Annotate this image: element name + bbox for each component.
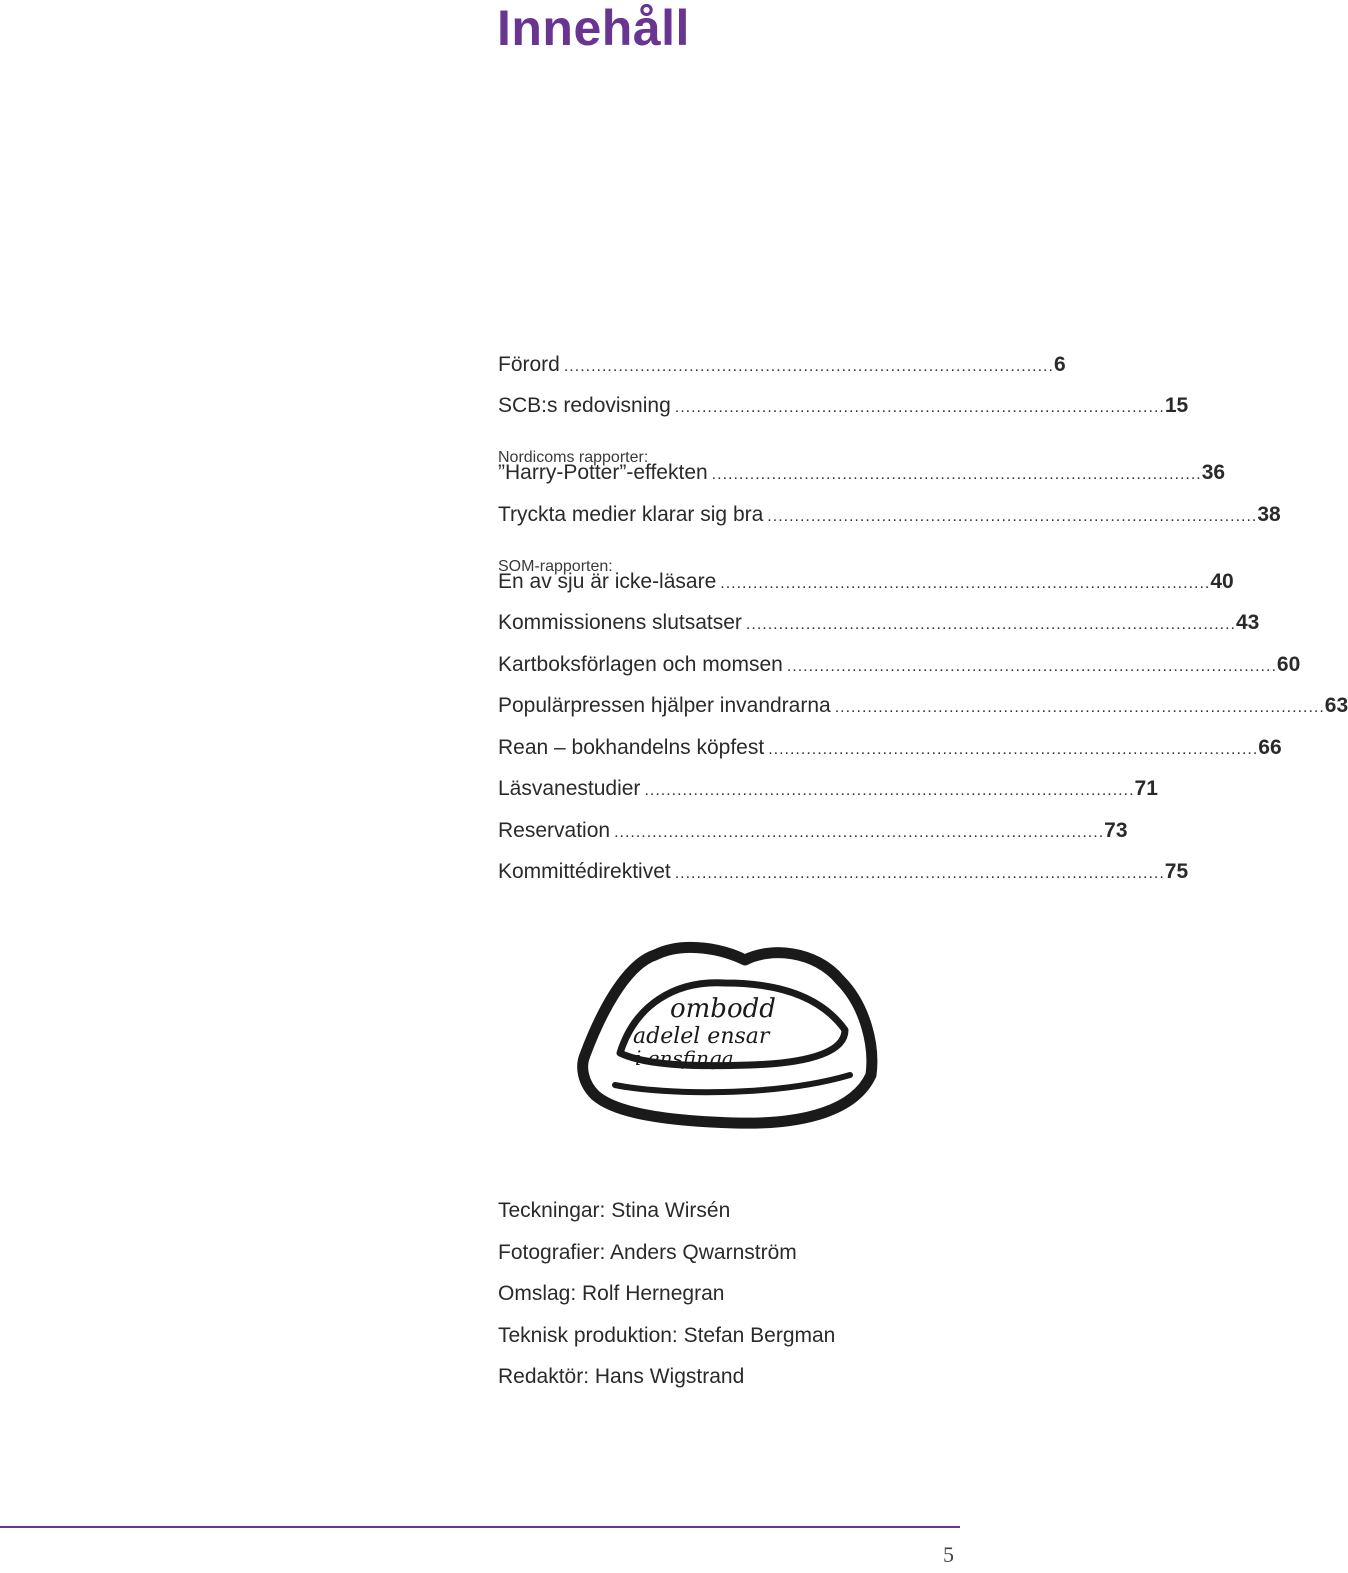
- credit-line: Omslag: Rolf Hernegran: [498, 1282, 725, 1306]
- credit-line: Fotografier: Anders Qwarnström: [498, 1240, 797, 1264]
- toc-entry-label: En av sju är icke-läsare: [498, 569, 717, 593]
- toc-entry[interactable]: [498, 727, 1282, 769]
- toc-entry-page: 36: [1201, 461, 1226, 484]
- leader-dots: ..........................................................................................: [614, 823, 1105, 841]
- toc-entry-label: Förord: [498, 352, 560, 376]
- toc-entry-page: 40: [1210, 569, 1234, 593]
- page-title: Innehåll: [497, 0, 690, 56]
- drawing-handwriting-line: i ensfinga: [635, 1046, 734, 1070]
- toc-entry[interactable]: [498, 810, 1128, 852]
- leader-dots: ..........................................................................................: [644, 782, 1135, 799]
- table-of-contents: [498, 344, 1348, 893]
- toc-entry-page: 6: [1053, 352, 1066, 376]
- toc-entry-page: 38: [1257, 502, 1281, 526]
- toc-entry-page: 43: [1236, 611, 1260, 634]
- leader-dots: ..........................................................................................: [720, 574, 1211, 592]
- toc-entry-label: Populärpressen hjälper invandrarna: [498, 694, 831, 717]
- toc-entry[interactable]: [498, 427, 1226, 494]
- credit-line: Teckningar: Stina Wirsén: [498, 1199, 731, 1222]
- credits-list: [498, 1190, 835, 1398]
- leader-dots: ..........................................................................................: [767, 507, 1258, 525]
- leader-dots: ..........................................................................................: [711, 466, 1202, 483]
- toc-entry[interactable]: [498, 603, 1260, 645]
- toc-entry-page: 75: [1164, 860, 1189, 883]
- leader-dots: ..........................................................................................: [674, 399, 1165, 416]
- credit-line: Redaktör: Hans Wigstrand: [498, 1365, 745, 1389]
- toc-entry-label: Kommittédirektivet: [498, 860, 671, 883]
- toc-entry[interactable]: [498, 686, 1348, 728]
- toc-entry-label: Tryckta medier klarar sig bra: [498, 502, 764, 526]
- leader-dots: ..........................................................................................: [768, 740, 1259, 758]
- toc-entry[interactable]: [498, 852, 1189, 894]
- toc-entry-page: 73: [1104, 818, 1128, 842]
- toc-entry-page: 63: [1324, 694, 1348, 717]
- credit-line: Teknisk produktion: Stefan Bergman: [498, 1323, 836, 1347]
- drawing-handwriting-line: ombodd: [670, 994, 776, 1024]
- toc-entry-sublabel: Nordicoms rapporter:: [498, 449, 649, 466]
- mouth-illustration-icon: [575, 935, 880, 1135]
- toc-entry-label: Reservation: [498, 818, 611, 842]
- leader-dots: ..........................................................................................: [786, 657, 1277, 675]
- toc-entry-label: Kartboksförlagen och momsen: [498, 652, 783, 676]
- toc-entry-page: 66: [1258, 735, 1282, 759]
- toc-entry-label: SCB:s redovisning: [498, 394, 671, 417]
- toc-entry[interactable]: [498, 386, 1189, 428]
- leader-dots: ..........................................................................................: [745, 616, 1236, 633]
- toc-entry[interactable]: [498, 536, 1234, 603]
- toc-entry[interactable]: [498, 769, 1158, 811]
- toc-entry[interactable]: [498, 644, 1301, 686]
- toc-entry-label: ”Harry-Potter”-effekten: [498, 461, 708, 484]
- toc-entry-page: 71: [1134, 777, 1158, 800]
- toc-entry-page: 15: [1164, 394, 1189, 417]
- toc-entry[interactable]: [498, 344, 1066, 386]
- toc-entry[interactable]: [498, 494, 1281, 536]
- toc-entry-page: 60: [1276, 652, 1301, 676]
- leader-dots: ..........................................................................................: [674, 865, 1165, 882]
- leader-dots: ..........................................................................................: [834, 699, 1325, 716]
- toc-entry-label: Läsvanestudier: [498, 777, 641, 800]
- drawing-handwriting-line: adelel ensar: [633, 1024, 770, 1049]
- toc-entry-sublabel: SOM-rapporten:: [498, 557, 613, 575]
- footer-divider: [0, 1526, 960, 1528]
- page-number: 5: [943, 1542, 954, 1567]
- leader-dots: ..........................................................................................: [563, 357, 1054, 375]
- toc-entry-label: Rean – bokhandelns köpfest: [498, 735, 765, 759]
- toc-entry-label: Kommissionens slutsatser: [498, 611, 742, 634]
